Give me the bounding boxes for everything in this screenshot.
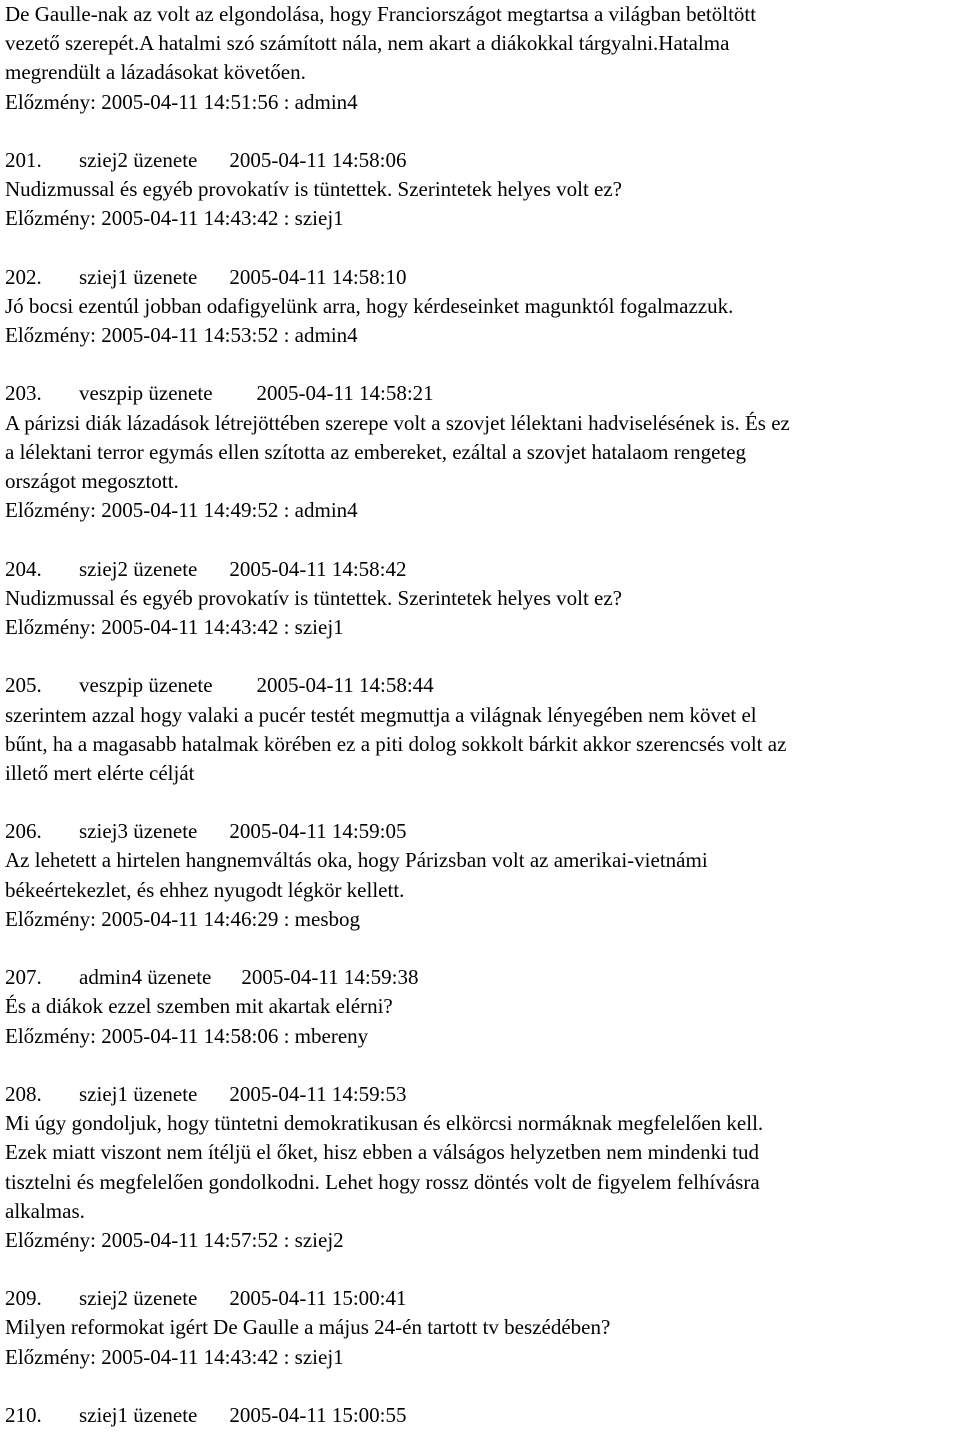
intro-post xyxy=(5,0,957,117)
message-header xyxy=(5,817,957,846)
message-header xyxy=(5,263,957,292)
message-header xyxy=(5,146,957,175)
spacer xyxy=(5,350,957,379)
message-body-line: Jó bocsi ezentúl jobban odafigyelünk arra, hogy kérdeseinket magunktól fogalmazzuk. xyxy=(5,293,734,318)
message-header xyxy=(5,1401,957,1430)
message-body-line: Milyen reformokat igért De Gaulle a május 24-én tartott tv beszédében? xyxy=(5,1315,611,1340)
prev-reference-link[interactable]: Előzmény: 2005-04-11 14:43:42 : sziej1 xyxy=(5,206,344,231)
spacer xyxy=(5,525,957,554)
message-205 xyxy=(5,671,957,788)
message-number: 210. xyxy=(5,1403,42,1427)
message-number: 209. xyxy=(5,1286,42,1311)
message-author[interactable]: sziej1 üzenete xyxy=(79,264,198,289)
message-number: 206. xyxy=(5,819,42,844)
message-author[interactable]: sziej2 üzenete xyxy=(79,147,198,172)
message-body-line: békeértekezlet, és ehhez nyugodt légkör kellett. xyxy=(5,877,405,902)
message-209 xyxy=(5,1284,957,1372)
message-timestamp: 2005-04-11 14:59:53 xyxy=(229,1081,407,1106)
message-body-line: Nudizmussal és egyéb provokatív is tüntettek. Szerintetek helyes volt ez? xyxy=(5,177,622,202)
message-author[interactable]: sziej2 üzenete xyxy=(79,1286,198,1311)
message-208 xyxy=(5,1080,957,1255)
message-number: 201. xyxy=(5,147,42,172)
prev-reference-link[interactable]: Előzmény: 2005-04-11 14:43:42 : sziej1 xyxy=(5,614,344,639)
message-body-line: tisztelni és megfelelően gondolkodni. Lehet hogy rossz döntés volt de figyelem felhívásra xyxy=(5,1169,760,1194)
spacer xyxy=(5,117,957,146)
post-body-line: megrendült a lázadásokat követően. xyxy=(5,60,306,85)
prev-reference-link[interactable]: Előzmény: 2005-04-11 14:49:52 : admin4 xyxy=(5,498,358,523)
prev-reference-link[interactable]: Előzmény: 2005-04-11 14:43:42 : sziej1 xyxy=(5,1344,344,1369)
message-header xyxy=(5,379,957,408)
message-number: 208. xyxy=(5,1081,42,1106)
spacer xyxy=(5,642,957,671)
message-body-line: A párizsi diák lázadások létrejöttében szerepe volt a szovjet lélektani hadviselésének is. És ez xyxy=(5,410,790,435)
post-body-line: De Gaulle-nak az volt az elgondolása, hogy Franciországot megtartsa a világban betöltött xyxy=(5,2,757,26)
message-author[interactable]: veszpip üzenete xyxy=(79,673,213,698)
message-203 xyxy=(5,379,957,525)
message-timestamp: 2005-04-11 15:00:55 xyxy=(229,1403,407,1427)
message-header xyxy=(5,671,957,700)
message-body-line: Az lehetett a hirtelen hangnemváltás oka, hogy Párizsban volt az amerikai-vietnámi xyxy=(5,848,708,873)
message-author[interactable]: sziej3 üzenete xyxy=(79,819,198,844)
prev-reference-link[interactable]: Előzmény: 2005-04-11 14:53:52 : admin4 xyxy=(5,323,358,348)
message-body-line: Ezek miatt viszont nem ítéljü el őket, hisz ebben a válságos helyzetben nem mindenki tud xyxy=(5,1140,760,1165)
message-header xyxy=(5,1284,957,1313)
post-body-line: vezető szerepét.A hatalmi szó számított nála, nem akart a diákokkal tárgyalni.Hatalma xyxy=(5,31,730,56)
spacer xyxy=(5,934,957,963)
prev-reference-link[interactable]: Előzmény: 2005-04-11 14:46:29 : mesbog xyxy=(5,906,361,931)
message-timestamp: 2005-04-11 14:59:05 xyxy=(229,819,407,844)
message-timestamp: 2005-04-11 14:58:44 xyxy=(256,673,434,698)
message-author[interactable]: sziej1 üzenete xyxy=(79,1403,198,1427)
message-body-line: Mi úgy gondoljuk, hogy tüntetni demokratikusan és elkörcsi normáknak megfelelően kell. xyxy=(5,1111,764,1136)
spacer xyxy=(5,1051,957,1080)
message-202 xyxy=(5,263,957,351)
spacer xyxy=(5,788,957,817)
message-number: 207. xyxy=(5,965,42,990)
message-210 xyxy=(5,1401,957,1430)
message-timestamp: 2005-04-11 14:58:42 xyxy=(229,556,407,581)
message-207 xyxy=(5,963,957,1051)
spacer xyxy=(5,234,957,263)
message-number: 203. xyxy=(5,381,42,406)
message-number: 205. xyxy=(5,673,42,698)
message-201 xyxy=(5,146,957,234)
message-number: 202. xyxy=(5,264,42,289)
message-author[interactable]: veszpip üzenete xyxy=(79,381,213,406)
message-header xyxy=(5,963,957,992)
message-body-line: országot megosztott. xyxy=(5,469,179,493)
message-author[interactable]: sziej2 üzenete xyxy=(79,556,198,581)
prev-reference-link[interactable]: Előzmény: 2005-04-11 14:51:56 : admin4 xyxy=(5,89,358,114)
message-timestamp: 2005-04-11 14:58:06 xyxy=(229,147,407,172)
message-204 xyxy=(5,555,957,643)
message-author[interactable]: admin4 üzenete xyxy=(79,965,212,990)
forum-thread xyxy=(5,0,957,1430)
message-body-line: És a diákok ezzel szemben mit akartak elérni? xyxy=(5,994,393,1019)
spacer xyxy=(5,1255,957,1284)
message-206 xyxy=(5,817,957,934)
prev-reference-link[interactable]: Előzmény: 2005-04-11 14:57:52 : sziej2 xyxy=(5,1227,344,1252)
message-body-line: alkalmas. xyxy=(5,1198,85,1223)
message-body-line: illető mert elérte célját xyxy=(5,760,195,785)
message-body-line: szerintem azzal hogy valaki a pucér testét megmuttja a világnak lényegében nem követ el xyxy=(5,702,757,727)
spacer xyxy=(5,1372,957,1401)
message-header xyxy=(5,1080,957,1109)
message-timestamp: 2005-04-11 14:58:10 xyxy=(229,264,407,289)
prev-reference-link[interactable]: Előzmény: 2005-04-11 14:58:06 : mbereny xyxy=(5,1023,369,1048)
message-body-line: a lélektani terror egymás ellen szította az embereket, ezáltal a szovjet hatalaom rengeteg xyxy=(5,439,747,464)
message-header xyxy=(5,555,957,584)
message-timestamp: 2005-04-11 14:59:38 xyxy=(241,965,419,990)
message-author[interactable]: sziej1 üzenete xyxy=(79,1081,198,1106)
message-body-line: Nudizmussal és egyéb provokatív is tüntettek. Szerintetek helyes volt ez? xyxy=(5,585,622,610)
message-number: 204. xyxy=(5,556,42,581)
message-timestamp: 2005-04-11 15:00:41 xyxy=(229,1286,407,1311)
message-body-line: bűnt, ha a magasabb hatalmak körében ez a piti dolog sokkolt bárkit akkor szerencsés volt az xyxy=(5,731,787,756)
message-timestamp: 2005-04-11 14:58:21 xyxy=(256,381,434,406)
